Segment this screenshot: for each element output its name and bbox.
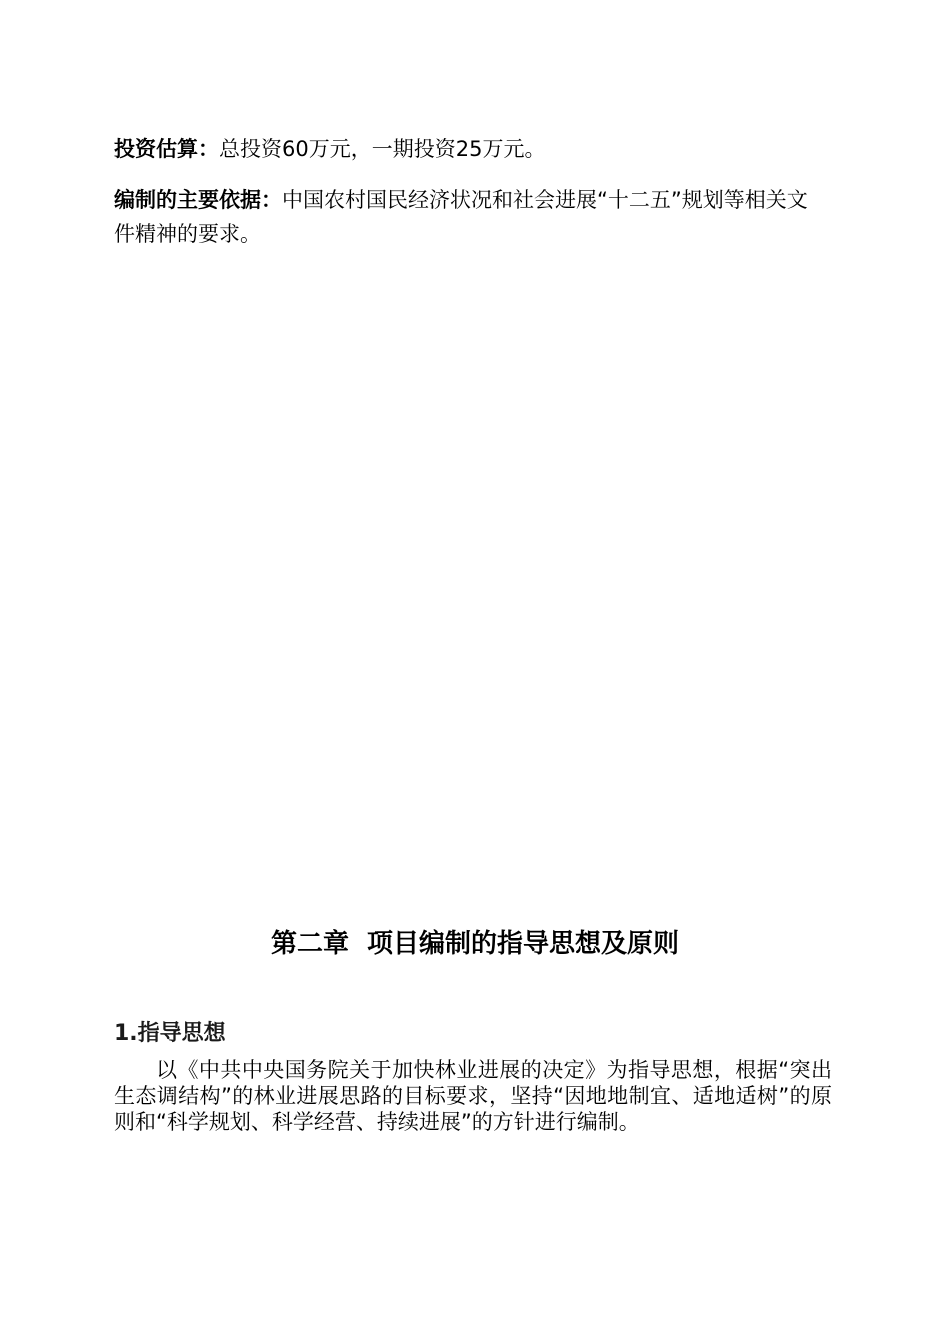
investment-text: 总投资60万元，一期投资25万元。	[219, 137, 546, 161]
section-body: 以《中共中央国务院关于加快林业进展的决定》为指导思想，根据“突出生态调结构”的林业进展思路的目标要求，坚持“因地地制宜、适地适树”的原则和“科学规划、科学经营、持续进展”的方针进行编制。	[114, 1058, 832, 1134]
basis-text: 中国农村国民经济状况和社会进展“十二五”规划等相关文件精神的要求。	[114, 188, 808, 246]
investment-paragraph	[114, 132, 834, 166]
chapter-title: 第二章 项目编制的指导思想及原则	[270, 929, 680, 959]
basis-paragraph	[114, 183, 826, 251]
investment-label: 投资估算：	[114, 137, 219, 161]
basis-label: 编制的主要依据：	[114, 188, 282, 212]
section-heading: 1.指导思想	[114, 1021, 226, 1046]
